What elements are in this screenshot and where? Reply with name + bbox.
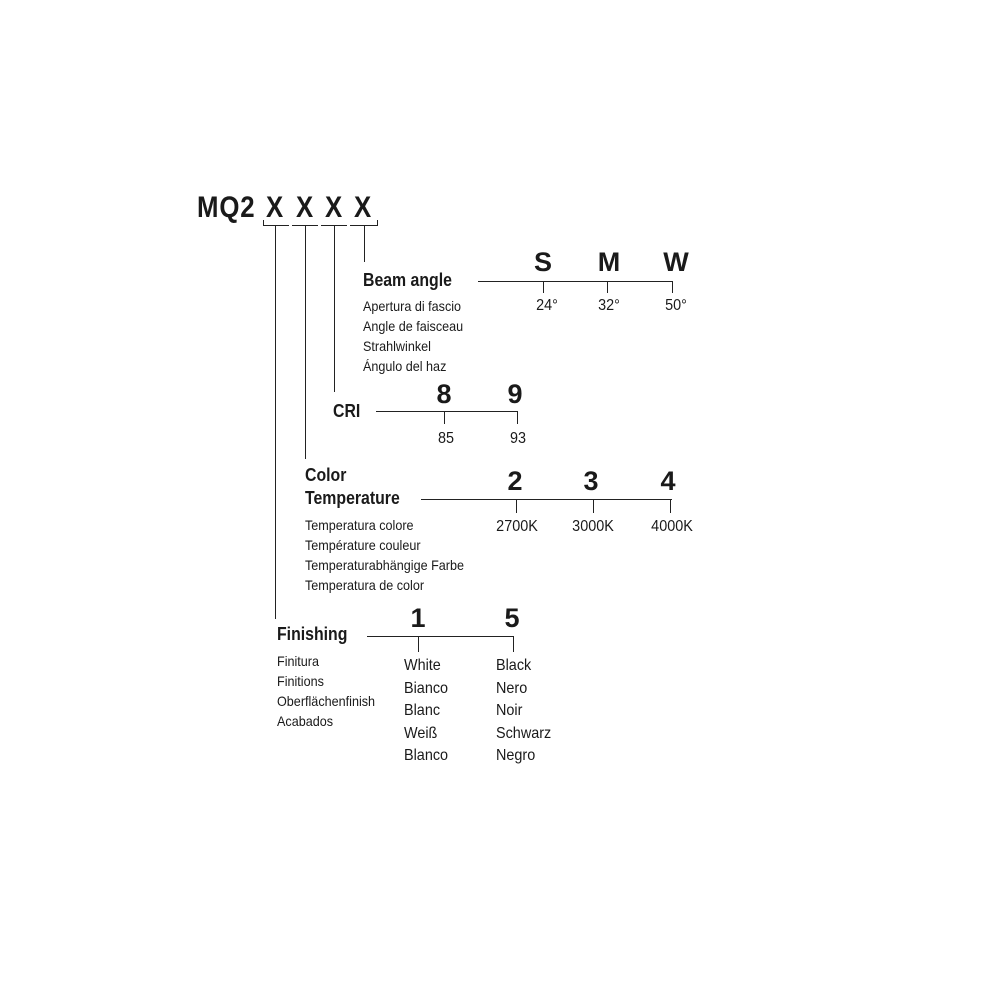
model-placeholder-cri: X [325,191,344,224]
finishing-translations [277,651,375,731]
beam-angle-translation-it: Apertura di fascio [363,298,462,314]
cri-axis [376,411,518,412]
finishing-option-1-name-en: White [404,657,441,674]
color-temperature-translation-fr: Température couleur [305,537,421,553]
beam-angle-tick-m [607,281,608,293]
color-temperature-translation-it: Temperatura colore [305,517,414,533]
color-temperature-code-4: 4 [660,466,676,496]
bracket-beam-angle-right-tick [377,220,378,226]
cri-value-93: 93 [509,430,527,447]
finishing-code-5: 5 [504,603,520,633]
color-temperature-code-3: 3 [583,466,599,496]
model-prefix: MQ2 [197,191,256,224]
bracket-finishing-left-tick [263,220,264,226]
beam-angle-code-w: W [663,247,689,277]
color-temperature-tick-2 [516,499,517,513]
beam-angle-title: Beam angle [363,270,452,290]
finishing-option-1-name-de: Weiß [404,724,438,742]
finishing-option-1-name-it: Bianco [404,679,449,697]
finishing-translation-de: Oberflächenfinish [277,693,376,709]
finishing-translation-fr: Finitions [277,673,324,689]
model-placeholder-color-temperature: X [296,191,315,224]
color-temperature-value-2700k: 2700K [496,518,538,535]
model-placeholder-finishing: X [266,191,285,224]
beam-angle-value-w: 50° [665,297,687,314]
cri-tick-9 [517,411,518,424]
color-temperature-title-line2: Temperature [305,488,400,508]
color-temperature-translation-es: Temperatura de color [305,577,425,593]
color-temperature-title-line1: Color [305,465,347,485]
cri-tick-8 [444,411,445,424]
finishing-option-5-names [496,655,551,768]
finishing-option-5-name-it: Nero [496,679,528,697]
finishing-option-5-name-fr: Noir [496,702,523,719]
leader-beam-angle [364,226,365,262]
finishing-option-5-name-de: Schwarz [496,724,552,742]
finishing-translation-it: Finitura [277,653,320,669]
beam-angle-tick-w [672,281,673,293]
finishing-code-1: 1 [410,603,426,633]
color-temperature-translations [305,515,464,595]
beam-angle-code-s: S [533,247,553,277]
finishing-option-5-name-en: Black [496,657,532,674]
color-temperature-tick-4 [670,499,671,513]
finishing-title: Finishing [277,624,348,644]
beam-angle-tick-s [543,281,544,293]
beam-angle-translation-es: Ángulo del haz [363,358,447,374]
finishing-option-1-names [404,655,448,768]
finishing-translation-es: Acabados [277,713,334,729]
color-temperature-code-2: 2 [507,466,523,496]
beam-angle-axis [478,281,673,282]
finishing-option-1-name-fr: Blanc [404,702,441,719]
beam-angle-translation-fr: Angle de faisceau [363,318,464,334]
cri-code-8: 8 [436,379,452,409]
color-temperature-axis [421,499,672,500]
finishing-option-5-name-es: Negro [496,747,536,764]
color-temperature-value-3000k: 3000K [572,518,614,535]
finishing-axis [367,636,514,637]
model-placeholder-beam-angle: X [354,191,373,224]
cri-title: CRI [333,401,361,421]
beam-angle-value-m: 32° [598,297,620,314]
finishing-tick-5 [513,636,514,652]
beam-angle-translation-de: Strahlwinkel [363,338,431,354]
finishing-option-1-name-es: Blanco [404,747,449,764]
color-temperature-tick-3 [593,499,594,513]
beam-angle-translations [363,296,463,376]
cri-code-9: 9 [507,379,523,409]
leader-cri [334,226,335,392]
beam-angle-value-s: 24° [536,297,558,314]
bracket-finishing [263,225,289,226]
color-temperature-value-4000k: 4000K [651,518,693,535]
cri-value-85: 85 [437,430,455,447]
leader-finishing [275,226,276,619]
leader-color-temperature [305,226,306,459]
beam-angle-code-m: M [597,247,621,277]
finishing-tick-1 [418,636,419,652]
color-temperature-translation-de: Temperaturabhängige Farbe [305,557,465,573]
